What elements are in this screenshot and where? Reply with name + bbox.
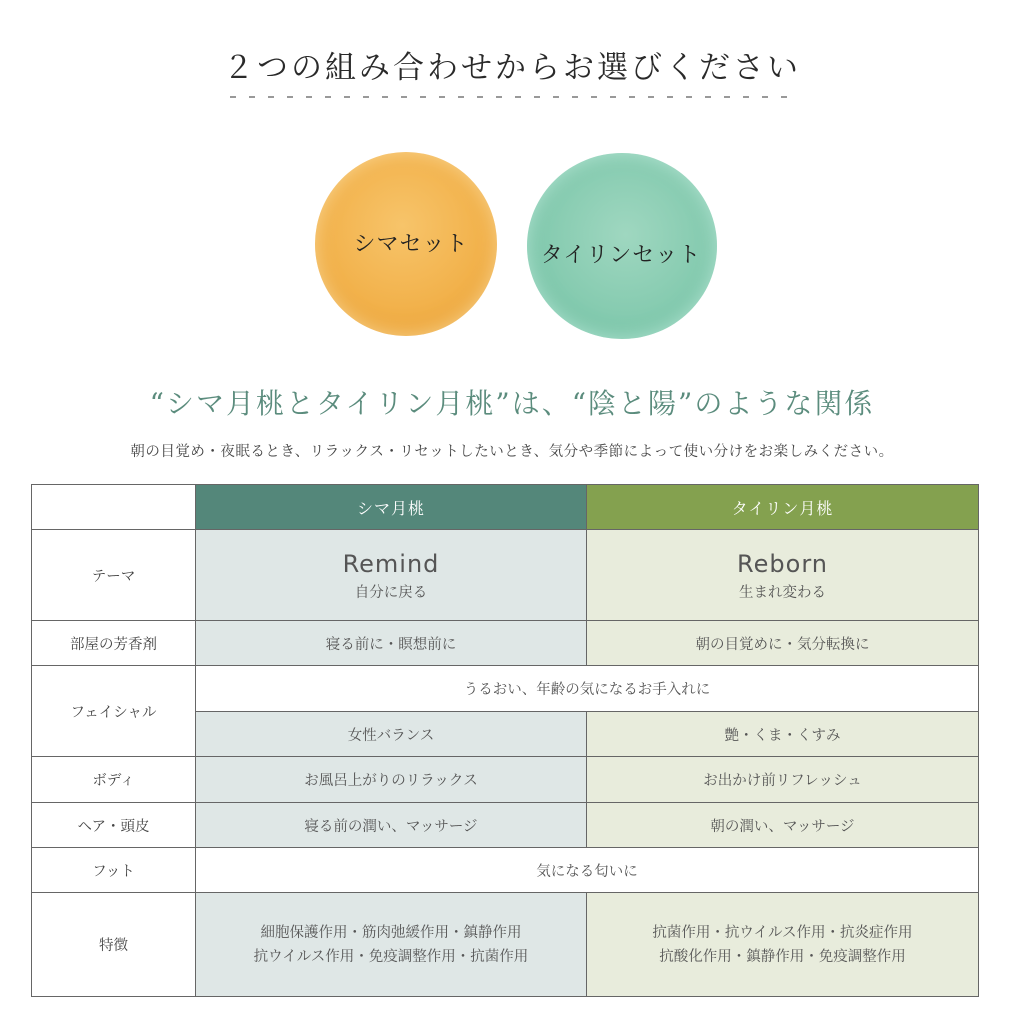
theme-tairin-jp: 生まれ変わる [739, 584, 826, 601]
room-shima: 寝る前に・瞑想前に [196, 621, 587, 666]
features-shima-line1: 細胞保護作用・筋肉弛緩作用・鎮静作用 [260, 924, 522, 941]
table-row-room [32, 621, 979, 666]
theme-tairin-en: Reborn [737, 549, 828, 578]
tairin-set-label: タイリンセット [540, 242, 702, 268]
body-tairin: お出かけ前リフレッシュ [587, 757, 979, 803]
shima-set-label: シマセット [353, 231, 469, 257]
page-title: ２つの組み合わせからお選びください [223, 50, 801, 86]
row-label-room: 部屋の芳香剤 [32, 621, 196, 666]
row-label-hair: ヘア・頭皮 [32, 803, 196, 848]
features-tairin-line1: 抗菌作用・抗ウイルス作用・抗炎症作用 [652, 924, 913, 941]
theme-shima-en: Remind [342, 549, 440, 578]
body-shima: お風呂上がりのリラックス [196, 757, 587, 803]
table-row-body [32, 757, 979, 803]
theme-shima-cell [196, 530, 587, 621]
facial-both: うるおい、年齢の気になるお手入れに [196, 666, 979, 712]
table-row-hair [32, 803, 979, 848]
header-empty-cell [32, 485, 196, 530]
features-shima-line2: 抗ウイルス作用・免疫調整作用・抗菌作用 [253, 948, 529, 965]
row-label-body: ボディ [32, 757, 196, 803]
theme-tairin-cell [587, 530, 979, 621]
row-label-theme: テーマ [32, 530, 196, 621]
table-row-theme [32, 530, 979, 621]
facial-shima: 女性バランス [196, 712, 587, 757]
features-tairin-cell [587, 893, 979, 997]
row-label-facial: フェイシャル [32, 666, 196, 757]
theme-shima-jp: 自分に戻る [354, 584, 428, 601]
facial-tairin: 艶・くま・くすみ [587, 712, 979, 757]
room-tairin: 朝の目覚めに・気分転換に [587, 621, 979, 666]
table-row-features [32, 893, 979, 997]
subtext: 朝の目覚め・夜眠るとき、リラックス・リセットしたいとき、気分や季節によって使い分けをお楽しみください。 [130, 444, 894, 460]
hair-tairin: 朝の潤い、マッサージ [587, 803, 979, 848]
features-tairin-line2: 抗酸化作用・鎮静作用・免疫調整作用 [659, 948, 906, 965]
hair-shima: 寝る前の潤い、マッサージ [196, 803, 587, 848]
features-shima-cell [196, 893, 587, 997]
table-header-row [32, 485, 979, 530]
title-divider [230, 96, 790, 100]
shima-set-circle[interactable] [315, 152, 497, 336]
row-label-foot: フット [32, 848, 196, 893]
header-shima: シマ月桃 [196, 485, 587, 530]
headline: “シマ月桃とタイリン月桃”は、“陰と陽”のような関係 [149, 387, 875, 420]
comparison-table [31, 484, 979, 997]
row-label-features: 特徴 [32, 893, 196, 997]
table-row-foot [32, 848, 979, 893]
tairin-set-circle[interactable] [527, 153, 717, 339]
header-tairin: タイリン月桃 [587, 485, 979, 530]
table-row-facial-common [32, 666, 979, 712]
foot-both: 気になる匂いに [196, 848, 979, 893]
